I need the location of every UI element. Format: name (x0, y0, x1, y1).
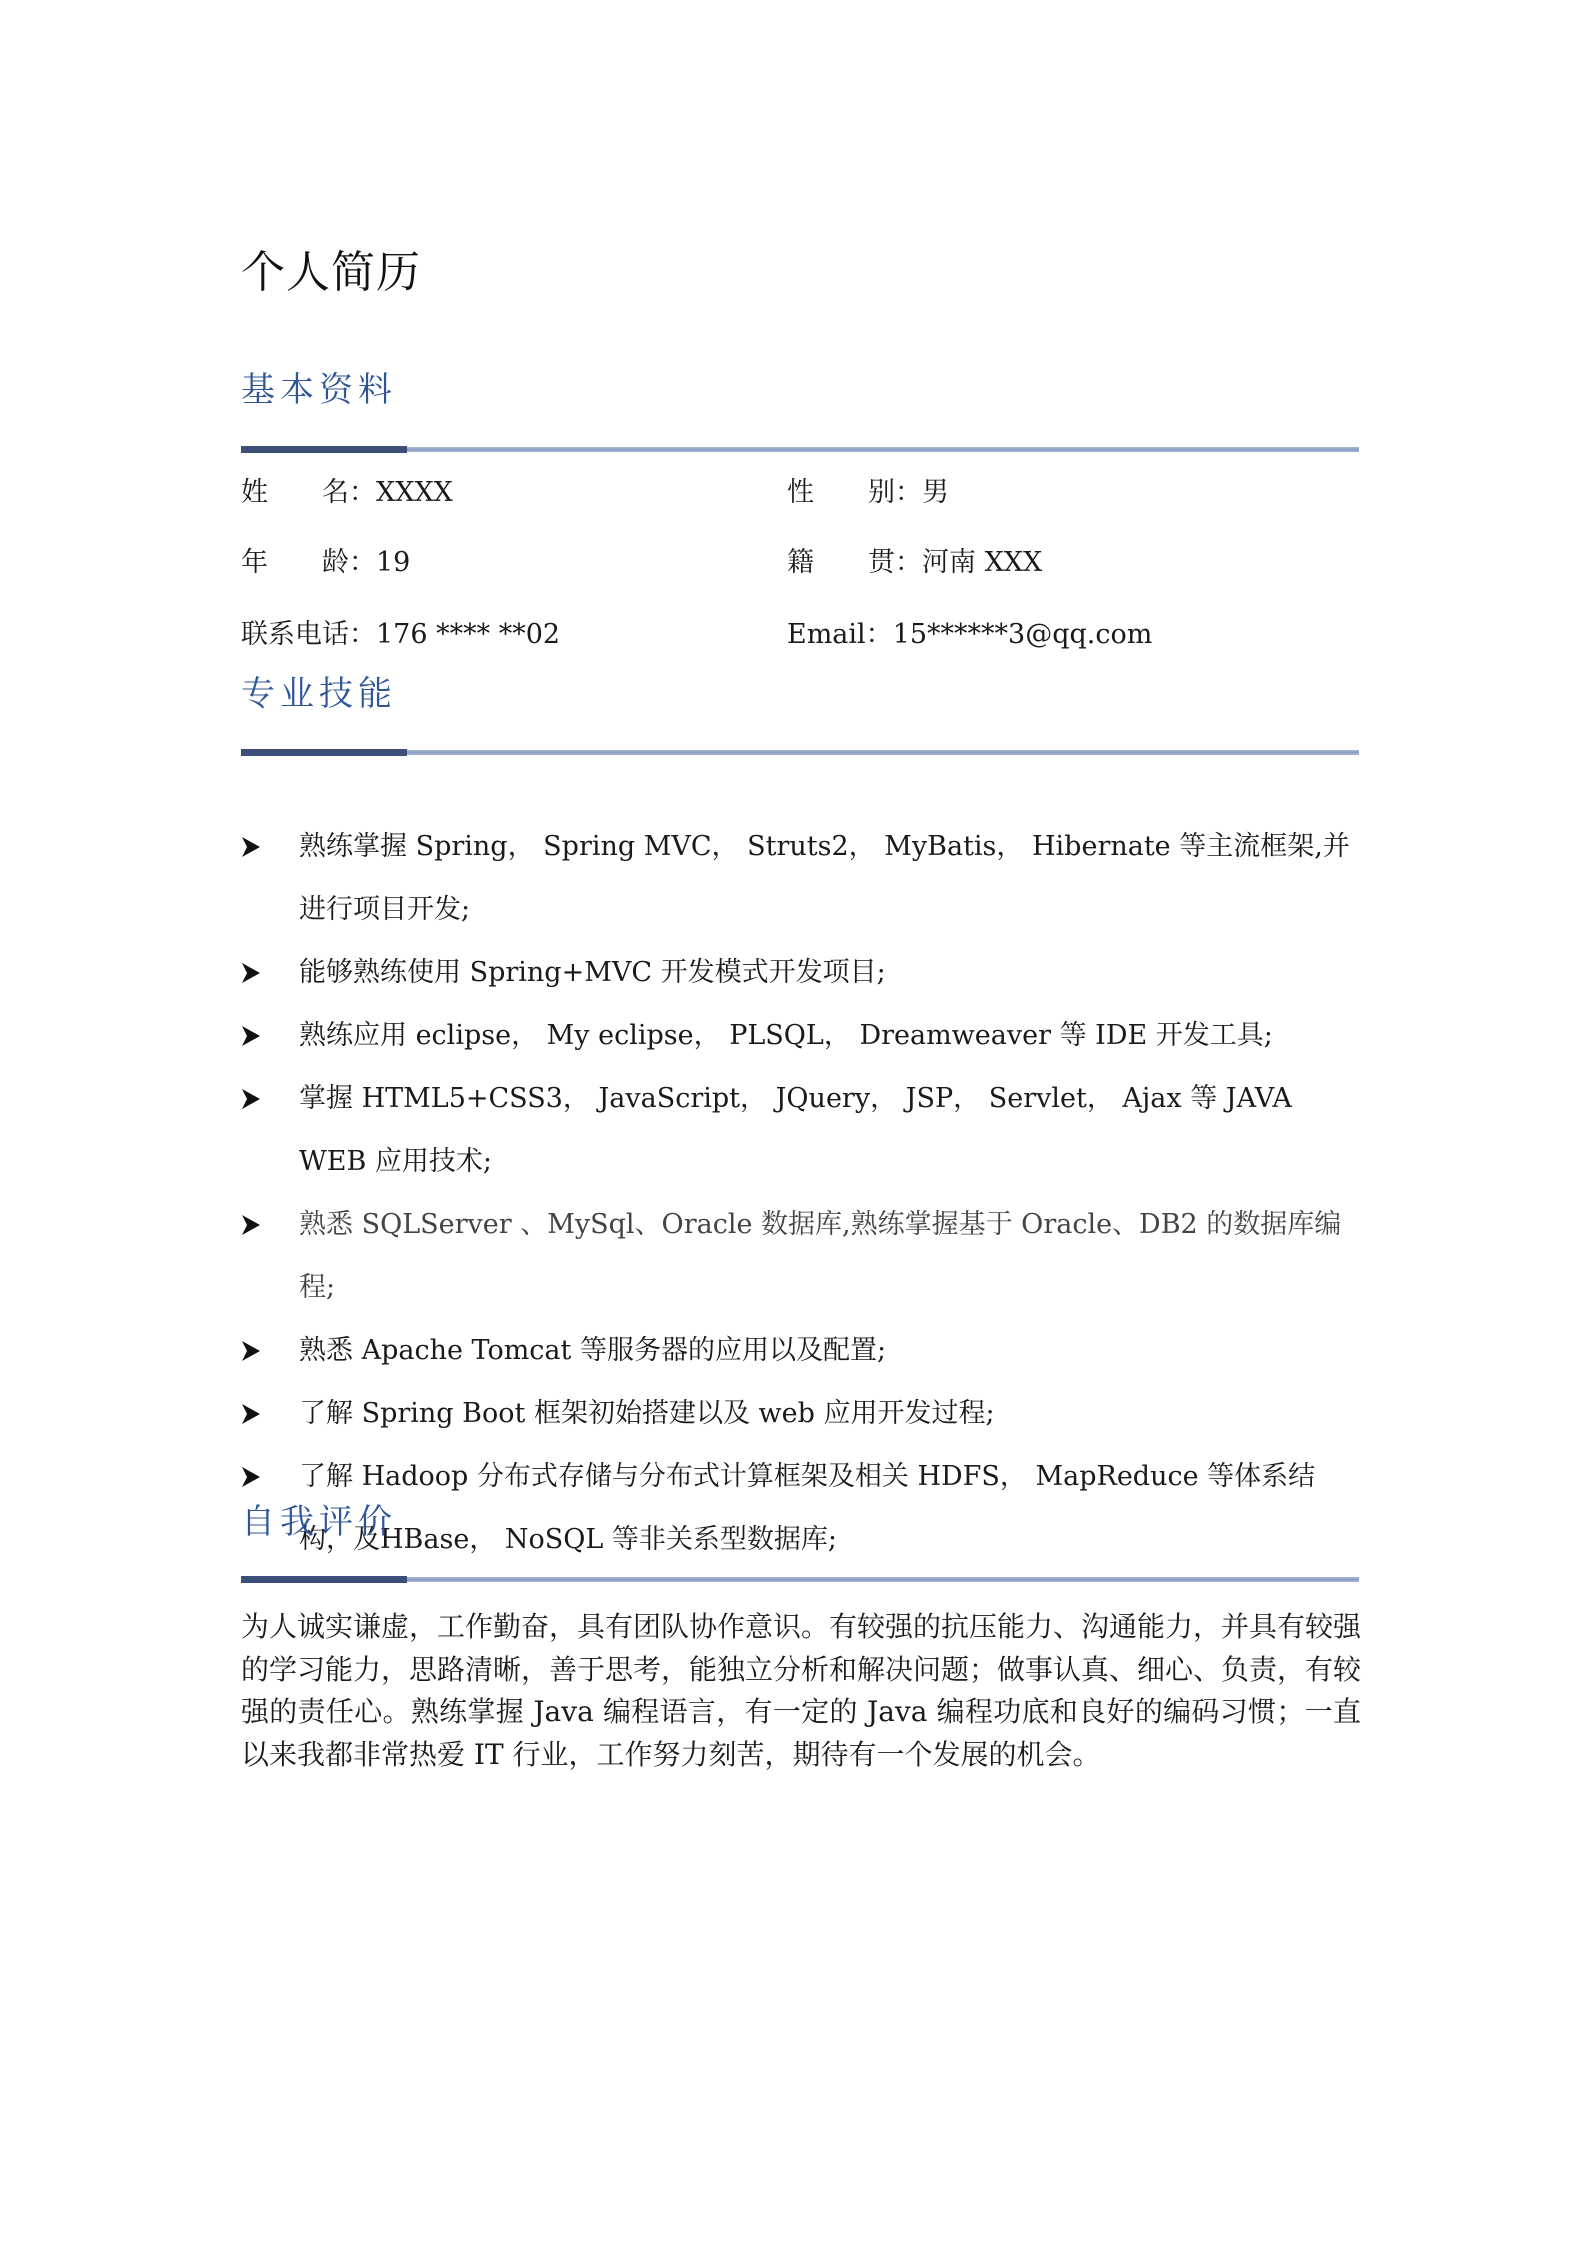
email-label: Email： (787, 619, 893, 650)
skills-list (241, 815, 1361, 1571)
origin-field (787, 540, 1042, 579)
arrow-bullet-icon (241, 941, 265, 1004)
skill-text: 能够熟练使用 Spring+MVC 开发模式开发项目; (299, 957, 886, 988)
age-label: 年 龄： (241, 547, 376, 578)
skill-text: 熟悉 SQLServer 、MySql、Oracle 数据库,熟练掌握基于 Oracle、DB2 的数据库编程; (299, 1209, 1342, 1303)
arrow-bullet-icon (241, 1193, 265, 1256)
phone-label: 联系电话： (241, 619, 376, 650)
phone-field (241, 612, 560, 651)
skill-item (241, 1193, 1361, 1319)
name-value: XXXX (376, 477, 453, 508)
skill-item (241, 1004, 1361, 1067)
divider-accent (241, 749, 407, 756)
age-field (241, 540, 410, 579)
skill-text: 了解 Spring Boot 框架初始搭建以及 web 应用开发过程; (299, 1398, 995, 1429)
document-title: 个人简历 (241, 247, 421, 298)
arrow-bullet-icon (241, 1382, 265, 1445)
gender-label: 性 别： (787, 477, 922, 508)
self-evaluation-text: 为人诚实谦虚，工作勤奋，具有团队协作意识。有较强的抗压能力、沟通能力，并具有较强的学习能力，思路清晰，善于思考，能独立分析和解决问题；做事认真、细心、负责，有较强的责任心。熟练掌握 Java 编程语言，有一定的 Java 编程功底和良好的编码习惯；一直以来我都非常热爱 IT 行业，工作努力刻苦，期待有一个发展的机会。 (241, 1610, 1362, 1771)
email-value: 15******3@qq.com (892, 619, 1153, 650)
skills-heading: 专业技能 (241, 674, 397, 714)
arrow-bullet-icon (241, 1004, 265, 1067)
email-field (787, 612, 1152, 651)
divider-line (241, 447, 1359, 452)
skill-text: 熟练掌握 Spring， Spring MVC， Struts2， MyBatis， Hibernate 等主流框架,并进行项目开发; (299, 831, 1350, 925)
name-label: 姓 名： (241, 477, 376, 508)
basic-info-divider (241, 446, 1359, 454)
arrow-bullet-icon (241, 1319, 265, 1382)
divider-accent (241, 1576, 407, 1583)
gender-value: 男 (922, 477, 949, 508)
origin-label: 籍 贯： (787, 547, 922, 578)
divider-line (241, 1577, 1359, 1582)
age-value: 19 (376, 547, 411, 578)
skill-text: 掌握 HTML5+CSS3， JavaScript， JQuery， JSP， Servlet， Ajax 等 JAVA WEB 应用技术; (299, 1083, 1292, 1177)
self-evaluation-heading: 自我评价 (241, 1502, 397, 1542)
skill-item (241, 1382, 1361, 1445)
skill-item (241, 815, 1361, 941)
arrow-bullet-icon (241, 815, 265, 878)
divider-accent (241, 446, 407, 453)
gender-field (787, 470, 949, 509)
skill-text: 熟练应用 eclipse， My eclipse， PLSQL， Dreamweaver 等 IDE 开发工具; (299, 1020, 1273, 1051)
skill-item (241, 1319, 1361, 1382)
skill-text: 了解 Hadoop 分布式存储与分布式计算框架及相关 HDFS， MapReduce 等体系结构，及HBase， NoSQL 等非关系型数据库; (299, 1461, 1316, 1555)
origin-value: 河南 XXX (922, 547, 1043, 578)
basic-info-heading: 基本资料 (241, 370, 397, 410)
phone-value: 176 **** **02 (376, 619, 561, 650)
divider-line (241, 750, 1359, 755)
self-evaluation-divider (241, 1576, 1359, 1584)
skill-text: 熟悉 Apache Tomcat 等服务器的应用以及配置; (299, 1335, 887, 1366)
skill-item (241, 1067, 1361, 1193)
skill-item (241, 941, 1361, 1004)
skill-item (241, 1445, 1361, 1571)
skills-divider (241, 749, 1359, 757)
name-field (241, 470, 453, 509)
arrow-bullet-icon (241, 1067, 265, 1130)
